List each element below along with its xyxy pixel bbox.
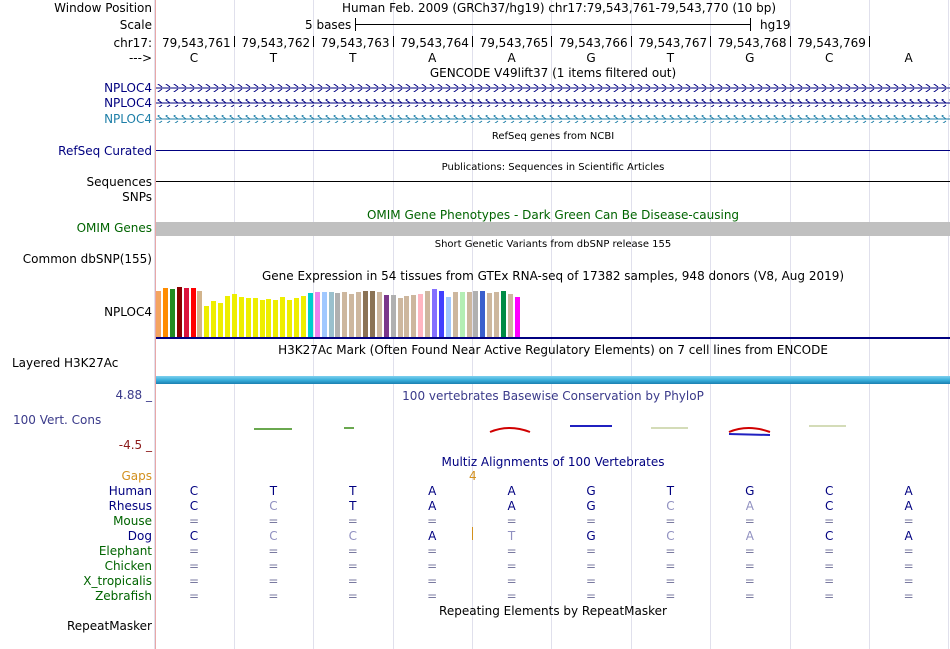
omim-bar[interactable] [156, 222, 950, 236]
gtex-tissue-bar[interactable] [191, 288, 196, 337]
gtex-tissue-bar[interactable] [211, 301, 216, 337]
alignment-base: C [189, 529, 199, 543]
dbsnp-title: Short Genetic Variants from dbSNP release 155 [434, 239, 672, 250]
snps-label[interactable]: SNPs [122, 190, 152, 204]
gtex-tissue-bar[interactable] [163, 288, 168, 337]
alignment-base: = [903, 589, 914, 603]
gtex-bar-chart[interactable] [156, 285, 556, 337]
species-label[interactable]: Chicken [104, 559, 152, 573]
species-label[interactable]: Rhesus [108, 499, 152, 513]
alignment-base: = [824, 574, 835, 588]
gene-label-2[interactable]: NPLOC4 [104, 96, 152, 110]
gtex-tissue-bar[interactable] [473, 291, 478, 337]
ruler-tick-mark [234, 36, 235, 47]
gtex-tissue-bar[interactable] [356, 292, 361, 337]
alignment-base: = [903, 559, 914, 573]
alignment-base: = [506, 514, 517, 528]
gtex-tissue-bar[interactable] [398, 298, 403, 337]
species-label[interactable]: Dog [127, 529, 152, 543]
reference-base: C [824, 51, 834, 65]
alignment-base: A [507, 484, 516, 498]
gtex-tissue-bar[interactable] [260, 300, 265, 337]
alignment-base: = [427, 559, 438, 573]
track-area[interactable] [156, 0, 950, 649]
reference-base: A [507, 51, 516, 65]
ruler-tick-label: 79,543,763 [320, 36, 390, 50]
h3k27ac-label[interactable]: Layered H3K27Ac [12, 356, 119, 370]
refseq-gene-line[interactable] [156, 150, 950, 151]
reference-base: G [586, 51, 596, 65]
ruler-tick-label: 79,543,766 [558, 36, 628, 50]
omim-title: OMIM Gene Phenotypes - Dark Green Can Be Disease-causing [366, 208, 740, 222]
gtex-tissue-bar[interactable] [322, 292, 327, 337]
alignment-base: = [188, 574, 200, 588]
alignment-base: C [189, 484, 199, 498]
gtex-tissue-bar[interactable] [508, 294, 513, 337]
alignment-base: A [904, 529, 913, 543]
species-label[interactable]: Elephant [98, 544, 152, 558]
ruler-tick-mark [710, 36, 711, 47]
gtex-tissue-bar[interactable] [460, 292, 465, 337]
dbsnp-label[interactable]: Common dbSNP(155) [22, 252, 152, 266]
gtex-tissue-bar[interactable] [197, 291, 202, 337]
track-label-column [0, 0, 156, 649]
gtex-tissue-bar[interactable] [342, 292, 347, 337]
alignment-base: = [188, 544, 200, 558]
alignment-base: A [745, 499, 754, 513]
gtex-tissue-bar[interactable] [177, 287, 182, 337]
alignment-base: = [427, 514, 438, 528]
gaps-label: Gaps [121, 469, 152, 483]
gtex-tissue-bar[interactable] [349, 294, 354, 337]
gtex-tissue-bar[interactable] [156, 291, 161, 337]
alignment-base: = [268, 574, 279, 588]
gtex-tissue-bar[interactable] [232, 294, 237, 337]
ruler-tick-label: 79,543,769 [797, 36, 866, 50]
gtex-tissue-bar[interactable] [280, 297, 285, 337]
alignment-base: = [506, 544, 517, 558]
reference-base: T [666, 51, 675, 65]
gtex-tissue-bar[interactable] [266, 299, 271, 337]
ruler-tick-mark [472, 36, 473, 47]
alignment-base: = [585, 589, 597, 603]
alignment-base: A [428, 499, 437, 513]
species-label[interactable]: Zebrafish [95, 589, 152, 603]
gtex-tissue-bar[interactable] [467, 292, 472, 337]
gtex-tissue-bar[interactable] [480, 291, 485, 337]
alignment-base: = [347, 589, 358, 603]
alignment-base: = [268, 589, 279, 603]
publications-title: Publications: Sequences in Scientific Articles [441, 162, 665, 173]
alignment-base: T [666, 484, 675, 498]
scale-bar [355, 16, 751, 32]
ruler-tick-label: 79,543,764 [400, 36, 469, 50]
alignment-base: = [585, 544, 597, 558]
multiz-title: Multiz Alignments of 100 Vertebrates [441, 455, 665, 469]
ruler-tick-mark [790, 36, 791, 47]
reference-base: A [904, 51, 913, 65]
alignment-base: G [586, 499, 596, 513]
alignment-base: C [666, 499, 675, 513]
species-label[interactable]: X_tropicalis [83, 574, 152, 588]
h3k27ac-title: H3K27Ac Mark (Often Found Near Active Regulatory Elements) on 7 cell lines from ENCODE [278, 343, 828, 357]
gtex-tissue-bar[interactable] [494, 292, 499, 337]
ruler-tick-label: 79,543,768 [717, 36, 787, 50]
alignment-base: C [348, 529, 357, 543]
alignment-base: = [903, 544, 914, 558]
gtex-title: Gene Expression in 54 tissues from GTEx RNA-seq of 17382 samples, 948 donors (V8, Aug 2019) [261, 269, 845, 283]
alignment-base: G [586, 529, 596, 543]
gtex-tissue-bar[interactable] [253, 298, 258, 337]
gtex-tissue-bar[interactable] [404, 296, 409, 337]
repeatmasker-title: Repeating Elements by RepeatMasker [439, 604, 667, 618]
gtex-tissue-bar[interactable] [273, 300, 278, 337]
alignment-base: C [189, 499, 199, 513]
scale-label: Scale [119, 18, 152, 32]
reference-base: G [745, 51, 755, 65]
alignment-base: = [506, 559, 517, 573]
ruler-tick-label: 79,543,762 [241, 36, 311, 50]
alignment-base: = [268, 544, 279, 558]
window-position-value: Human Feb. 2009 (GRCh37/hg19) chr17:79,543,761-79,543,770 (10 bp) [342, 1, 777, 15]
gtex-tissue-bar[interactable] [239, 297, 244, 337]
gtex-tissue-bar[interactable] [246, 298, 251, 337]
alignment-base: = [665, 544, 676, 558]
gtex-label[interactable]: NPLOC4 [104, 305, 152, 319]
alignment-base: = [347, 514, 358, 528]
publications-line[interactable] [156, 181, 950, 182]
ruler-tick-label: 79,543,761 [161, 36, 231, 50]
refseq-label[interactable]: RefSeq Curated [58, 144, 152, 158]
gtex-tissue-bar[interactable] [184, 288, 189, 337]
gtex-tissue-bar[interactable] [418, 294, 423, 337]
gtex-tissue-bar[interactable] [335, 293, 340, 337]
alignment-base: C [666, 529, 675, 543]
gtex-tissue-bar[interactable] [170, 289, 175, 337]
gtex-tissue-bar[interactable] [363, 291, 368, 337]
ruler-tick-mark [313, 36, 314, 47]
alignment-base: A [904, 499, 913, 513]
alignment-base: C [824, 529, 834, 543]
alignment-base: = [427, 544, 438, 558]
phylop-max-label: 4.88 _ [115, 388, 152, 402]
species-label[interactable]: Human [108, 484, 152, 498]
gtex-tissue-bar[interactable] [308, 293, 313, 337]
reference-base: T [349, 51, 357, 65]
alignment-base: C [824, 499, 834, 513]
strand-label: ---> [128, 51, 152, 65]
alignment-base: C [269, 529, 278, 543]
reference-base: C [189, 51, 199, 65]
gtex-tissue-bar[interactable] [411, 295, 416, 337]
alignment-base: = [268, 559, 279, 573]
publications-label[interactable]: Sequences [86, 175, 152, 189]
alignment-base: = [347, 559, 358, 573]
alignment-base: = [744, 544, 755, 558]
alignment-base: = [427, 589, 438, 603]
omim-label[interactable]: OMIM Genes [76, 221, 152, 235]
alignment-base: = [744, 514, 755, 528]
alignment-base: C [824, 484, 834, 498]
phylop-label[interactable]: 100 Vert. Cons [13, 413, 102, 427]
gtex-tissue-bar[interactable] [425, 291, 430, 337]
phylop-title: 100 vertebrates Basewise Conservation by PhyloP [402, 389, 704, 403]
gtex-tissue-bar[interactable] [391, 295, 396, 337]
alignment-base: G [586, 484, 596, 498]
alignment-base: G [745, 484, 755, 498]
gtex-tissue-bar[interactable] [204, 306, 209, 337]
gtex-baseline [156, 337, 950, 339]
scale-db: hg19 [760, 18, 791, 32]
gtex-tissue-bar[interactable] [218, 303, 223, 337]
ruler-tick-mark [631, 36, 632, 47]
alignment-base: = [665, 559, 676, 573]
alignment-base: = [903, 514, 914, 528]
reference-base: T [269, 51, 278, 65]
species-label[interactable]: Mouse [113, 514, 152, 528]
h3k27ac-signal[interactable] [156, 376, 950, 384]
gtex-tissue-bar[interactable] [301, 296, 306, 337]
alignment-base: A [745, 529, 754, 543]
alignment-base: = [188, 559, 200, 573]
alignment-base: = [744, 589, 755, 603]
gtex-tissue-bar[interactable] [370, 291, 375, 337]
gap-marker [472, 527, 473, 540]
alignment-base: = [585, 574, 597, 588]
ruler-tick-mark [551, 36, 552, 47]
ruler-tick-mark [869, 36, 870, 47]
alignment-base: = [665, 574, 676, 588]
gtex-tissue-bar[interactable] [515, 297, 520, 337]
alignment-base: C [269, 499, 278, 513]
gene-label-1[interactable]: NPLOC4 [104, 81, 152, 95]
alignment-base: = [824, 514, 835, 528]
alignment-base: = [506, 574, 517, 588]
alignment-base: = [347, 544, 358, 558]
alignment-base: = [188, 514, 200, 528]
ruler-tick-label: 79,543,767 [638, 36, 708, 50]
gtex-tissue-bar[interactable] [446, 297, 451, 337]
gtex-tissue-bar[interactable] [432, 289, 437, 337]
alignment-base: = [585, 559, 597, 573]
alignment-base: = [824, 544, 835, 558]
refseq-title: RefSeq genes from NCBI [491, 131, 615, 142]
gtex-tissue-bar[interactable] [329, 292, 334, 337]
gtex-tissue-bar[interactable] [294, 298, 299, 337]
gtex-tissue-bar[interactable] [501, 291, 506, 337]
alignment-base: A [904, 484, 913, 498]
gtex-tissue-bar[interactable] [377, 292, 382, 337]
reference-base: A [428, 51, 437, 65]
phylop-signal[interactable] [156, 418, 950, 440]
phylop-min-label: -4.5 _ [118, 438, 152, 452]
gtex-tissue-bar[interactable] [487, 293, 492, 337]
alignment-base: A [428, 484, 437, 498]
ruler-tick-mark [393, 36, 394, 47]
gtex-tissue-bar[interactable] [287, 300, 292, 337]
chrom-label: chr17: [113, 36, 152, 50]
alignment-base: = [347, 574, 358, 588]
alignment-base: A [428, 529, 437, 543]
alignment-base: = [268, 514, 279, 528]
alignment-base: = [903, 574, 914, 588]
gtex-tissue-bar[interactable] [439, 291, 444, 337]
alignment-base: T [349, 499, 357, 513]
gencode-title: GENCODE V49lift37 (1 items filtered out) [429, 66, 677, 80]
alignment-base: = [744, 574, 755, 588]
ruler-tick-label: 79,543,765 [479, 36, 549, 50]
gtex-tissue-bar[interactable] [315, 292, 320, 337]
gencode-gene-lines[interactable] [156, 80, 950, 126]
alignment-base: A [507, 499, 516, 513]
alignment-base: = [427, 574, 438, 588]
alignment-base: = [665, 589, 676, 603]
window-position-label: Window Position [54, 1, 152, 15]
alignment-base: = [665, 514, 676, 528]
alignment-base: = [744, 559, 755, 573]
alignment-base: = [585, 514, 597, 528]
gap-count: 4 [469, 469, 477, 483]
gtex-tissue-bar[interactable] [225, 296, 230, 337]
alignment-base: T [269, 484, 278, 498]
repeatmasker-label[interactable]: RepeatMasker [66, 619, 152, 633]
gene-label-3[interactable]: NPLOC4 [104, 112, 152, 126]
scale-text: 5 bases [305, 18, 352, 32]
alignment-base: = [188, 589, 200, 603]
alignment-base: = [506, 589, 517, 603]
gtex-tissue-bar[interactable] [453, 292, 458, 337]
alignment-base: = [824, 589, 835, 603]
gtex-tissue-bar[interactable] [384, 295, 389, 337]
alignment-base: T [507, 529, 516, 543]
alignment-base: T [349, 484, 357, 498]
alignment-base: = [824, 559, 835, 573]
